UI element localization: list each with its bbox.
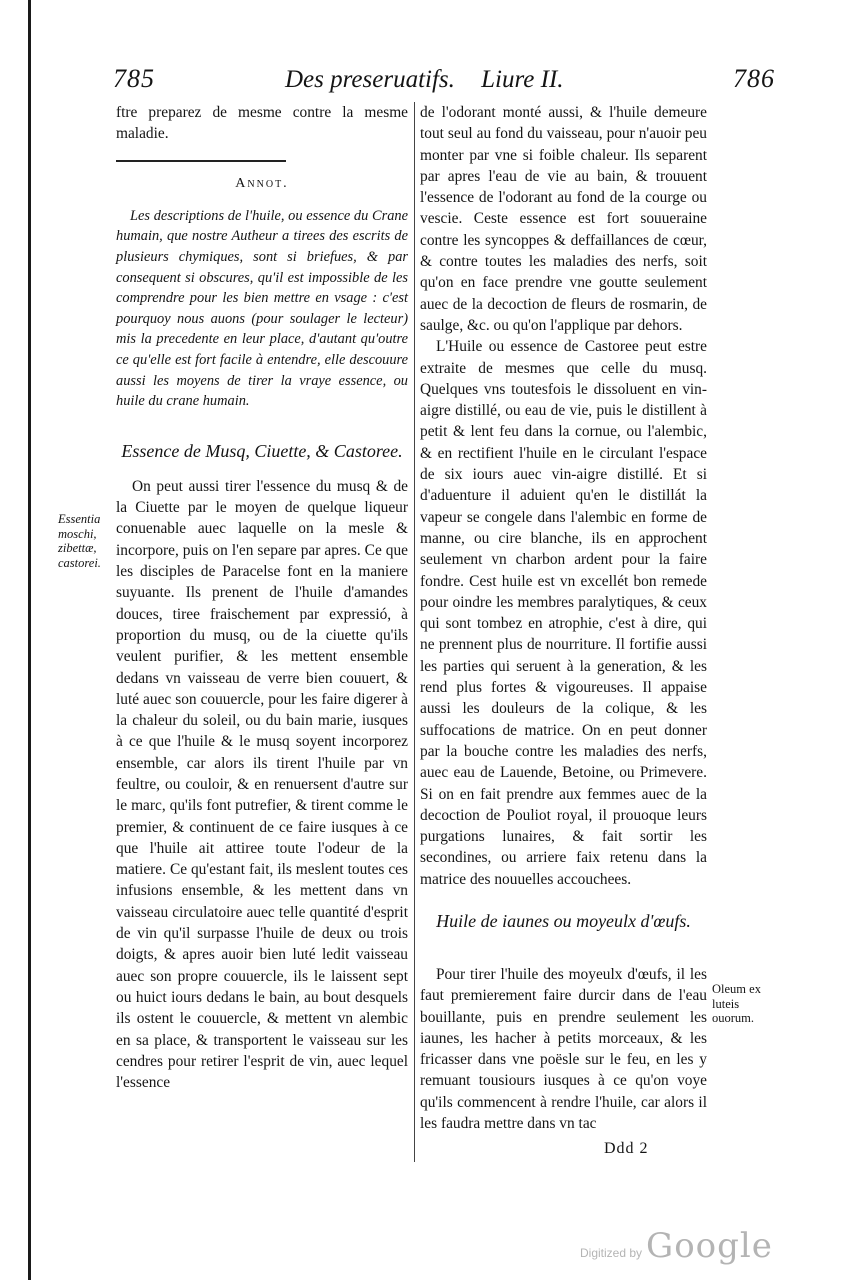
margin-note-right: Oleum ex luteis ouorum. [712, 982, 761, 1025]
running-title-text: Des preseruatifs. [285, 66, 455, 93]
margin-note-left: Essentia moschi, zibettæ, castorei. [58, 512, 101, 570]
page-number-left: 785 [113, 64, 155, 93]
page-number-right: 786 [733, 64, 775, 93]
watermark-logo: Google [646, 1226, 773, 1266]
left-column [116, 102, 408, 1093]
signature-mark: Ddd 2 [604, 1140, 649, 1157]
watermark-prefix: Digitized by [580, 1246, 643, 1260]
digitized-watermark [580, 1226, 773, 1266]
section-divider-rule [116, 160, 286, 162]
running-title [285, 66, 564, 94]
page-binding-edge [28, 0, 31, 1280]
column-divider [414, 102, 415, 1162]
body-paragraph-musk: On peut aussi tirer l'essence du musq & de la Ciuette par le moyen de quelque liqueur conuenable auec laquelle on la mesle & incorpore, puis on l'en separe par apres. Ce que les disciples de Paracelse font en la maniere suyuante. Ils prenent de l'huile d'amandes douces, tiree fraischement par expressió, à proportion du musq, ou de la ciuette qu'ils veulent purifier, & les mettent ensemble dedans vn vaisseau de verre bien couuert, & luté auec son couuercle, pour les faire digerer à la chaleur du soleil, ou du bain marie, iusques à ce que l'huile & le musq soyent incorporez ensemble, car alors ils tirent l'huile par vn feultre, ou couloir, & en renuersent d'autre sur le marc, qu'ils font putrefier, & tirent comme le premier, & continuent de ce faire iusques à ce que l'huile ait attiree toute l'odeur de la matiere. Ce qu'estant fait, ils meslent toutes ces infusions ensemble, & les mettent dans vn vaisseau circulatoire auec telle quantité d'esprit de vin qu'il surpasse l'huile de deux ou trois doigts, & apres auoir bien luté ledit vaisseau auec son propre couuercle, ils le laissent sept ou huict iours dedans le bain, au bout desquels ils ostent le couuercle, & mettent vn alembic en sa place, & transportent le vaisseau sur les cendres pour retirer l'esprit de vin, auec lequel l'essence [116, 477, 408, 1092]
annotation-paragraph: Les descriptions de l'huile, ou essence du Crane humain, que nostre Autheur a tirees des escrits de plusieurs chymiques, sont si briefues, & par consequent si obscures, qu'il est impossible de les comprendre pour les bien mettre en vsage : c'est pourquoy nous auons (pour soulager le lecteur) mis la precedente en leur place, d'autant qu'outre ce qu'elle est fort facile à entendre, elle descouure aussi les moyens de tirer la vraye essence, ou huile du crane humain. [116, 207, 408, 410]
section-heading-egg-oil: Huile de iaunes ou moyeulx d'œufs. [436, 910, 691, 931]
body-paragraph-castoree: L'Huile ou essence de Castoree peut estre extraite de mesmes que celle du musq. Quelques vns toutesfois le dissoluent en vin-aigre distillé, ou eau de vie, puis le distillent à petit & lent feu dans la cornue, ou l'alembic, & en rectifient l'huile en le circulant l'espace de six iours auec vin-aigre distillé. Et si d'aduenture il aduient qu'en le distillát la vapeur se congele dans l'alembic en forme de manne, ou cire blanche, ils en approchent seulement vn charbon ardent pour la faire fondre. Cest huile est vn excellét bon remede pour oindre les membres paralytiques, & ceux qui sont tombez en atrophie, c'est à dire, qui ne prennent plus de nourriture. Il fortifie aussi les parties qui seruent à la generation, & les rend plus fortes & vigoureuses. Il appaise aussi les douleurs de la colique, & les suffocations de matrice. On en peut donner par la bouche contre les maladies des nerfs, auec eau de Lauende, Betoine, ou Primevere. Si on en fait prendre aux femmes auec de la decoction de Pouliot royal, il prouoque leurs purgations lunaires, & fait sortir les secondines, ou arriere faix retenu dans la matrice des nouuelles accouchees. [420, 338, 707, 888]
book-number: Liure II. [481, 66, 564, 93]
running-header [95, 64, 775, 100]
body-paragraph-essence: de l'odorant monté aussi, & l'huile demeure tout seul au fond du vaisseau, pour n'auoir peu monter par vne si foible chaleur. Ils separent par apres l'eau de vie au bain, & trouuent l'essence de l'odorant au fond de la courge ou vescie. Ceste essence est fort souueraine contre les syncoppes & deffaillances de cœur, & contre toutes les maladies des nerfs, soit qu'on en face prendre vne goutte seulement auec de la decoction de fleurs de rosmarin, de saulge, &c. ou qu'on l'applique par dehors. [420, 104, 707, 334]
opening-paragraph: ftre preparez de mesme contre la mesme maladie. [116, 104, 408, 143]
right-column [420, 102, 707, 1134]
annotation-block [116, 206, 408, 412]
body-paragraph-egg-oil: Pour tirer l'huile des moyeulx d'œufs, il les faut premierement faire durcir dans de l'eau bouillante, puis en prendre seulement les iaunes, les hacher à petits morceaux, & les fricasser dans vne poësle sur le feu, en les y remuant tousiours iusques à ce qu'on voye qu'ils commencent à rendre l'huile, car alors il les faudra mettre dans vn tac [420, 965, 707, 1133]
section-heading-musk: Essence de Musq, Ciuette, & Castoree. [121, 440, 403, 461]
annotation-heading: Annot. [235, 175, 289, 191]
